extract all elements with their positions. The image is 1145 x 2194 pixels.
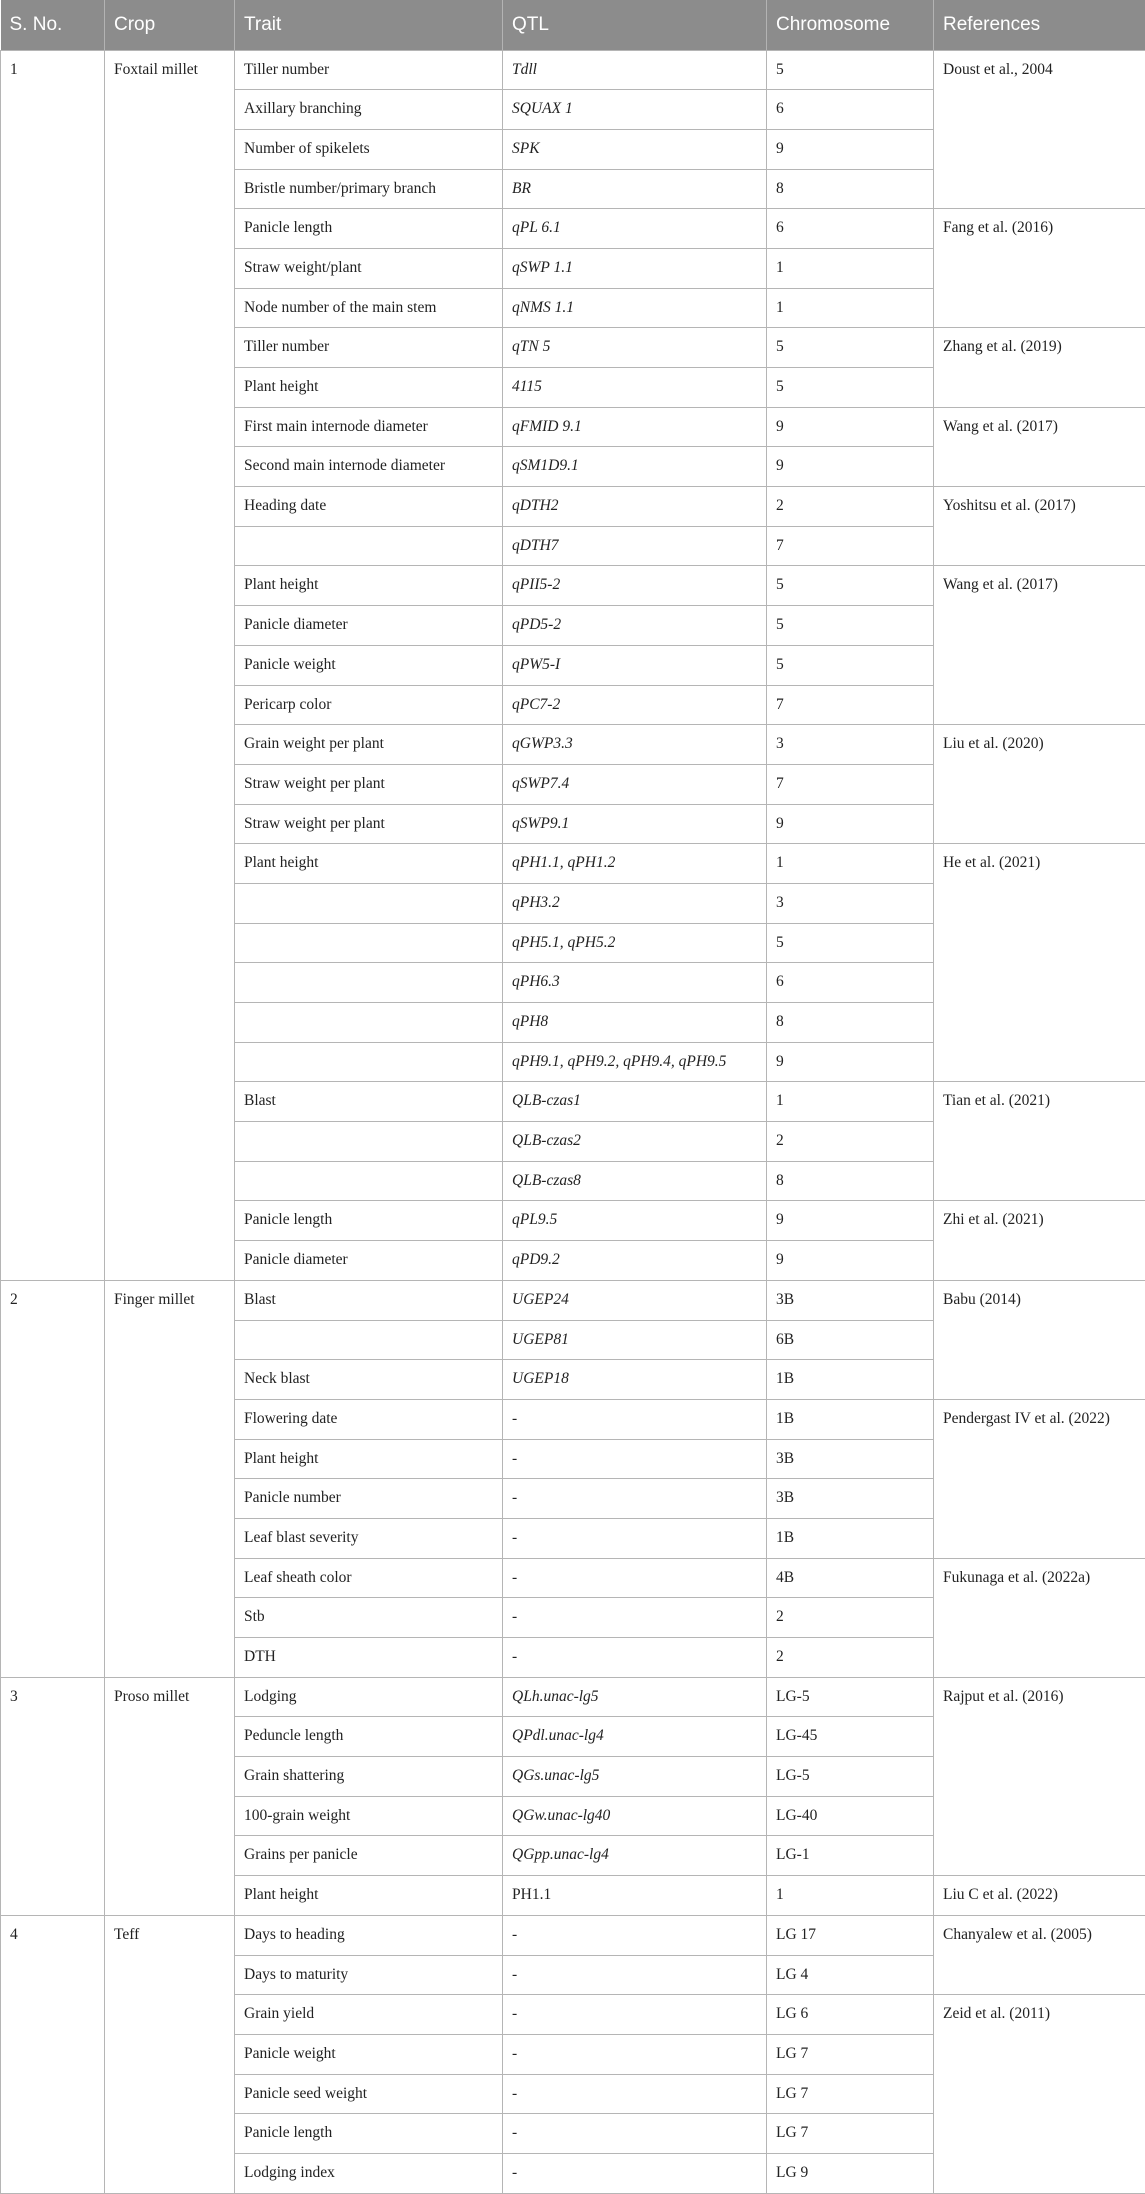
qtl-cell: qPL9.5: [503, 1201, 767, 1241]
qtl-cell: BR: [503, 169, 767, 209]
chromosome-cell: LG 17: [767, 1915, 934, 1955]
qtl-cell: SPK: [503, 129, 767, 169]
chromosome-cell: 5: [767, 328, 934, 368]
chromosome-cell: 1: [767, 248, 934, 288]
header-qtl: QTL: [503, 0, 767, 50]
qtl-cell: qPD9.2: [503, 1241, 767, 1281]
chromosome-cell: 6: [767, 963, 934, 1003]
reference-cell: Doust et al., 2004: [934, 50, 1145, 209]
trait-cell: Days to maturity: [235, 1955, 503, 1995]
chromosome-cell: 1: [767, 844, 934, 884]
reference-cell: Fukunaga et al. (2022a): [934, 1558, 1145, 1677]
qtl-cell: -: [503, 1995, 767, 2035]
trait-cell: [235, 1161, 503, 1201]
qtl-cell: 4115: [503, 368, 767, 408]
table-row: [1, 1280, 1145, 1320]
chromosome-cell: 1: [767, 1082, 934, 1122]
chromosome-cell: 5: [767, 923, 934, 963]
trait-cell: Grain weight per plant: [235, 725, 503, 765]
crop-cell: Foxtail millet: [105, 50, 235, 1280]
chromosome-cell: 2: [767, 487, 934, 527]
qtl-cell: PH1.1: [503, 1876, 767, 1916]
qtl-cell: qFMID 9.1: [503, 407, 767, 447]
table-body: [1, 50, 1145, 2193]
trait-cell: Panicle length: [235, 2114, 503, 2154]
trait-cell: Grain shattering: [235, 1757, 503, 1797]
chromosome-cell: 8: [767, 1161, 934, 1201]
chromosome-cell: 5: [767, 50, 934, 90]
qtl-cell: qPH8: [503, 1003, 767, 1043]
trait-cell: [235, 1320, 503, 1360]
trait-cell: Blast: [235, 1280, 503, 1320]
qtl-cell: QLB-czas2: [503, 1122, 767, 1162]
reference-cell: Rajput et al. (2016): [934, 1677, 1145, 1875]
chromosome-cell: 1B: [767, 1518, 934, 1558]
trait-cell: Straw weight per plant: [235, 764, 503, 804]
qtl-cell: -: [503, 2074, 767, 2114]
qtl-cell: qPD5-2: [503, 606, 767, 646]
qtl-cell: qPH9.1, qPH9.2, qPH9.4, qPH9.5: [503, 1042, 767, 1082]
sno-cell: 1: [1, 50, 105, 1280]
trait-cell: Straw weight/plant: [235, 248, 503, 288]
trait-cell: Tiller number: [235, 50, 503, 90]
trait-cell: Panicle diameter: [235, 1241, 503, 1281]
trait-cell: Panicle seed weight: [235, 2074, 503, 2114]
trait-cell: Panicle diameter: [235, 606, 503, 646]
chromosome-cell: 9: [767, 1042, 934, 1082]
qtl-cell: -: [503, 1955, 767, 1995]
qtl-cell: qPII5-2: [503, 566, 767, 606]
qtl-cell: -: [503, 1399, 767, 1439]
trait-cell: Leaf blast severity: [235, 1518, 503, 1558]
chromosome-cell: 5: [767, 566, 934, 606]
trait-cell: Bristle number/primary branch: [235, 169, 503, 209]
chromosome-cell: 8: [767, 169, 934, 209]
qtl-cell: UGEP24: [503, 1280, 767, 1320]
reference-cell: Liu et al. (2020): [934, 725, 1145, 844]
trait-cell: Grain yield: [235, 1995, 503, 2035]
chromosome-cell: 6: [767, 90, 934, 130]
qtl-cell: qPH3.2: [503, 883, 767, 923]
chromosome-cell: LG-45: [767, 1717, 934, 1757]
trait-cell: [235, 883, 503, 923]
qtl-cell: qNMS 1.1: [503, 288, 767, 328]
trait-cell: Plant height: [235, 1876, 503, 1916]
table-row: [1, 1915, 1145, 1955]
reference-cell: Pendergast IV et al. (2022): [934, 1399, 1145, 1558]
qtl-cell: qPH1.1, qPH1.2: [503, 844, 767, 884]
chromosome-cell: LG 9: [767, 2153, 934, 2193]
chromosome-cell: 3: [767, 883, 934, 923]
qtl-cell: UGEP18: [503, 1360, 767, 1400]
trait-cell: Flowering date: [235, 1399, 503, 1439]
trait-cell: Lodging: [235, 1677, 503, 1717]
header-sno: S. No.: [1, 0, 105, 50]
reference-cell: Chanyalew et al. (2005): [934, 1915, 1145, 1994]
trait-cell: Heading date: [235, 487, 503, 527]
qtl-cell: qSWP 1.1: [503, 248, 767, 288]
qtl-cell: QLB-czas1: [503, 1082, 767, 1122]
chromosome-cell: 2: [767, 1122, 934, 1162]
qtl-cell: qSM1D9.1: [503, 447, 767, 487]
crop-cell: Proso millet: [105, 1677, 235, 1915]
chromosome-cell: 1: [767, 288, 934, 328]
trait-cell: First main internode diameter: [235, 407, 503, 447]
trait-cell: Panicle length: [235, 209, 503, 249]
qtl-cell: QGw.unac-lg40: [503, 1796, 767, 1836]
header-row: [1, 0, 1145, 50]
qtl-cell: qGWP3.3: [503, 725, 767, 765]
qtl-cell: QPdl.unac-lg4: [503, 1717, 767, 1757]
chromosome-cell: 3B: [767, 1479, 934, 1519]
trait-cell: Leaf sheath color: [235, 1558, 503, 1598]
trait-cell: Second main internode diameter: [235, 447, 503, 487]
chromosome-cell: 8: [767, 1003, 934, 1043]
chromosome-cell: 6B: [767, 1320, 934, 1360]
qtl-cell: qSWP7.4: [503, 764, 767, 804]
reference-cell: Liu C et al. (2022): [934, 1876, 1145, 1916]
reference-cell: He et al. (2021): [934, 844, 1145, 1082]
chromosome-cell: LG 7: [767, 2074, 934, 2114]
trait-cell: Panicle number: [235, 1479, 503, 1519]
trait-cell: Tiller number: [235, 328, 503, 368]
trait-cell: [235, 1122, 503, 1162]
trait-cell: Pericarp color: [235, 685, 503, 725]
trait-cell: Plant height: [235, 566, 503, 606]
trait-cell: Plant height: [235, 844, 503, 884]
reference-cell: Zhang et al. (2019): [934, 328, 1145, 407]
reference-cell: Wang et al. (2017): [934, 566, 1145, 725]
trait-cell: Plant height: [235, 1439, 503, 1479]
trait-cell: Plant height: [235, 368, 503, 408]
chromosome-cell: 9: [767, 447, 934, 487]
chromosome-cell: LG 4: [767, 1955, 934, 1995]
trait-cell: [235, 1042, 503, 1082]
reference-cell: Zeid et al. (2011): [934, 1995, 1145, 2193]
trait-cell: Blast: [235, 1082, 503, 1122]
qtl-cell: Tdll: [503, 50, 767, 90]
trait-cell: Stb: [235, 1598, 503, 1638]
trait-cell: [235, 526, 503, 566]
trait-cell: Panicle weight: [235, 645, 503, 685]
chromosome-cell: 7: [767, 526, 934, 566]
qtl-cell: -: [503, 1518, 767, 1558]
qtl-cell: -: [503, 2114, 767, 2154]
chromosome-cell: 1: [767, 1876, 934, 1916]
chromosome-cell: 9: [767, 804, 934, 844]
qtl-cell: SQUAX 1: [503, 90, 767, 130]
qtl-cell: QGpp.unac-lg4: [503, 1836, 767, 1876]
sno-cell: 3: [1, 1677, 105, 1915]
chromosome-cell: 7: [767, 685, 934, 725]
qtl-cell: -: [503, 1558, 767, 1598]
chromosome-cell: 5: [767, 368, 934, 408]
trait-cell: Panicle weight: [235, 2034, 503, 2074]
chromosome-cell: 3B: [767, 1280, 934, 1320]
table-row: [1, 50, 1145, 90]
reference-cell: Babu (2014): [934, 1280, 1145, 1399]
trait-cell: Days to heading: [235, 1915, 503, 1955]
chromosome-cell: LG 6: [767, 1995, 934, 2035]
qtl-cell: qDTH7: [503, 526, 767, 566]
chromosome-cell: 1B: [767, 1399, 934, 1439]
trait-cell: [235, 963, 503, 1003]
qtl-cell: -: [503, 1439, 767, 1479]
trait-cell: Straw weight per plant: [235, 804, 503, 844]
qtl-cell: UGEP81: [503, 1320, 767, 1360]
chromosome-cell: 5: [767, 645, 934, 685]
qtl-cell: qDTH2: [503, 487, 767, 527]
qtl-cell: qPH5.1, qPH5.2: [503, 923, 767, 963]
trait-cell: Grains per panicle: [235, 1836, 503, 1876]
qtl-cell: qSWP9.1: [503, 804, 767, 844]
header-chromosome: Chromosome: [767, 0, 934, 50]
chromosome-cell: LG-5: [767, 1677, 934, 1717]
trait-cell: [235, 923, 503, 963]
crop-cell: Finger millet: [105, 1280, 235, 1677]
qtl-cell: -: [503, 1915, 767, 1955]
header-references: References: [934, 0, 1145, 50]
chromosome-cell: 1B: [767, 1360, 934, 1400]
reference-cell: Wang et al. (2017): [934, 407, 1145, 486]
chromosome-cell: 2: [767, 1638, 934, 1678]
chromosome-cell: LG 7: [767, 2034, 934, 2074]
qtl-cell: -: [503, 1479, 767, 1519]
chromosome-cell: 9: [767, 1201, 934, 1241]
chromosome-cell: 4B: [767, 1558, 934, 1598]
trait-cell: Peduncle length: [235, 1717, 503, 1757]
trait-cell: Lodging index: [235, 2153, 503, 2193]
chromosome-cell: 9: [767, 1241, 934, 1281]
reference-cell: Yoshitsu et al. (2017): [934, 487, 1145, 566]
chromosome-cell: LG 7: [767, 2114, 934, 2154]
trait-cell: 100-grain weight: [235, 1796, 503, 1836]
qtl-cell: -: [503, 2153, 767, 2193]
chromosome-cell: 5: [767, 606, 934, 646]
reference-cell: Tian et al. (2021): [934, 1082, 1145, 1201]
trait-cell: Number of spikelets: [235, 129, 503, 169]
header-trait: Trait: [235, 0, 503, 50]
qtl-cell: qPC7-2: [503, 685, 767, 725]
chromosome-cell: 7: [767, 764, 934, 804]
chromosome-cell: LG-5: [767, 1757, 934, 1797]
chromosome-cell: LG-1: [767, 1836, 934, 1876]
qtl-cell: -: [503, 1598, 767, 1638]
sno-cell: 2: [1, 1280, 105, 1677]
chromosome-cell: 3B: [767, 1439, 934, 1479]
qtl-cell: QLB-czas8: [503, 1161, 767, 1201]
qtl-cell: -: [503, 1638, 767, 1678]
trait-cell: Panicle length: [235, 1201, 503, 1241]
sno-cell: 4: [1, 1915, 105, 2193]
qtl-cell: qPW5-I: [503, 645, 767, 685]
chromosome-cell: 6: [767, 209, 934, 249]
header-crop: Crop: [105, 0, 235, 50]
trait-cell: Neck blast: [235, 1360, 503, 1400]
qtl-cell: QGs.unac-lg5: [503, 1757, 767, 1797]
chromosome-cell: 9: [767, 407, 934, 447]
chromosome-cell: LG-40: [767, 1796, 934, 1836]
qtl-cell: qTN 5: [503, 328, 767, 368]
chromosome-cell: 9: [767, 129, 934, 169]
table-row: [1, 1677, 1145, 1717]
qtl-cell: QLh.unac-lg5: [503, 1677, 767, 1717]
chromosome-cell: 3: [767, 725, 934, 765]
trait-cell: Axillary branching: [235, 90, 503, 130]
trait-cell: Node number of the main stem: [235, 288, 503, 328]
qtl-cell: -: [503, 2034, 767, 2074]
trait-cell: DTH: [235, 1638, 503, 1678]
reference-cell: Zhi et al. (2021): [934, 1201, 1145, 1280]
trait-cell: [235, 1003, 503, 1043]
crop-cell: Teff: [105, 1915, 235, 2193]
reference-cell: Fang et al. (2016): [934, 209, 1145, 328]
chromosome-cell: 2: [767, 1598, 934, 1638]
qtl-cell: qPL 6.1: [503, 209, 767, 249]
qtl-cell: qPH6.3: [503, 963, 767, 1003]
